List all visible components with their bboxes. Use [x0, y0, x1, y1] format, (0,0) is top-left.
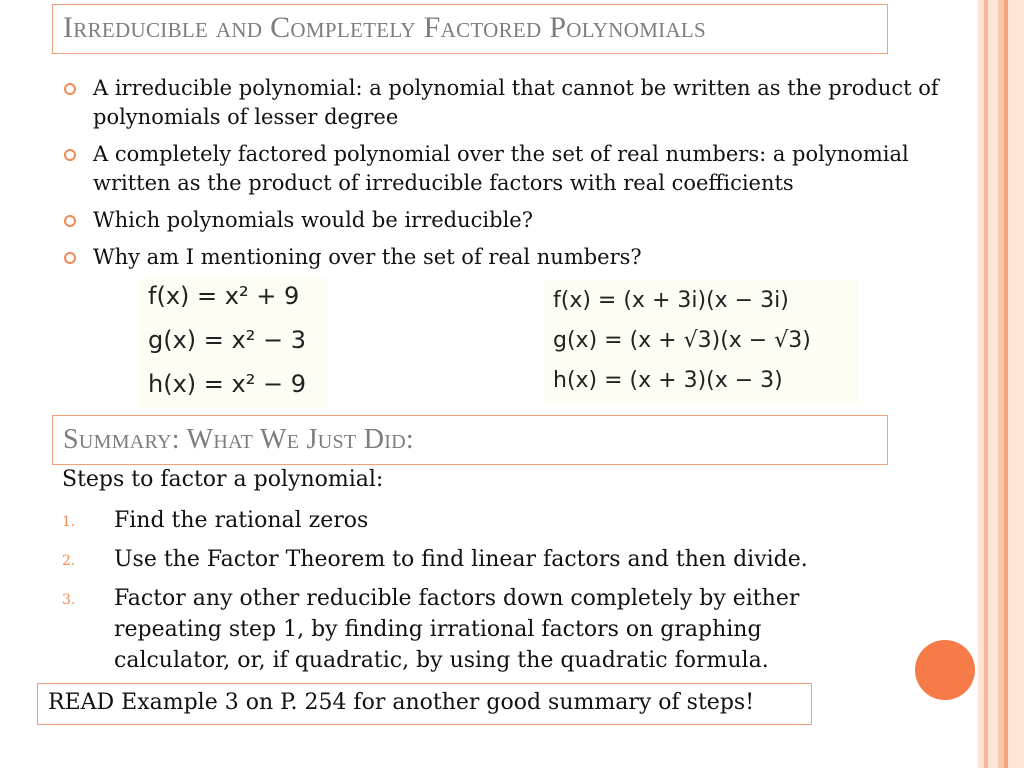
bullet-text: A irreducible polynomial: a polynomial that cannot be written as the product of polynomials of lesser degree — [93, 76, 939, 129]
bullet-text: Why am I mentioning over the set of real numbers? — [93, 245, 642, 269]
bullet-text: Which polynomials would be irreducible? — [93, 208, 533, 232]
step-item — [62, 583, 882, 676]
equation-h-factored: h(x) = (x + 3)(x − 3) — [553, 368, 783, 393]
bullet-circle-icon — [64, 215, 76, 227]
slide-title: Irreducible and Completely Factored Polynomials — [63, 11, 707, 44]
bullet-item — [62, 74, 962, 132]
steps-intro: Steps to factor a polynomial: — [62, 467, 384, 492]
bullet-circle-icon — [64, 149, 76, 161]
decorative-circle — [915, 640, 975, 700]
summary-title: Summary: What We Just Did: — [63, 424, 415, 455]
bullet-item — [62, 206, 962, 235]
bullet-circle-icon — [64, 252, 76, 264]
step-number: 2. — [62, 553, 76, 569]
step-item — [62, 544, 882, 575]
equation-image-factored — [545, 280, 858, 404]
step-text: Find the rational zeros — [114, 508, 369, 533]
bullet-item — [62, 243, 962, 272]
step-item — [62, 505, 882, 536]
equation-image-original — [140, 278, 328, 408]
decorative-stripe — [988, 0, 998, 768]
step-text: Factor any other reducible factors down completely by either repeating step 1, by finding irrational factors on graphing calculator, or, if quadratic, by using the quadratic formula. — [114, 586, 800, 673]
equation-g: g(x) = x² − 3 — [148, 326, 306, 354]
bullet-list — [62, 74, 962, 280]
bullet-item — [62, 140, 962, 198]
step-number: 3. — [62, 592, 76, 608]
equation-f: f(x) = x² + 9 — [148, 282, 300, 310]
step-text: Use the Factor Theorem to find linear factors and then divide. — [114, 547, 808, 572]
bullet-circle-icon — [64, 83, 76, 95]
step-number: 1. — [62, 514, 76, 530]
summary-title-box — [52, 415, 888, 465]
steps-list — [62, 505, 882, 684]
equation-f-factored: f(x) = (x + 3i)(x − 3i) — [553, 288, 789, 313]
bullet-text: A completely factored polynomial over the set of real numbers: a polynomial written as the product of irreducible factors with real coefficients — [93, 142, 909, 195]
decorative-stripe — [1008, 0, 1024, 768]
equation-h: h(x) = x² − 9 — [148, 370, 306, 398]
note-box — [37, 683, 812, 725]
note-text: READ Example 3 on P. 254 for another good summary of steps! — [48, 690, 755, 715]
slide-title-box — [52, 4, 888, 54]
equation-g-factored: g(x) = (x + √3)(x − √3) — [553, 328, 811, 353]
